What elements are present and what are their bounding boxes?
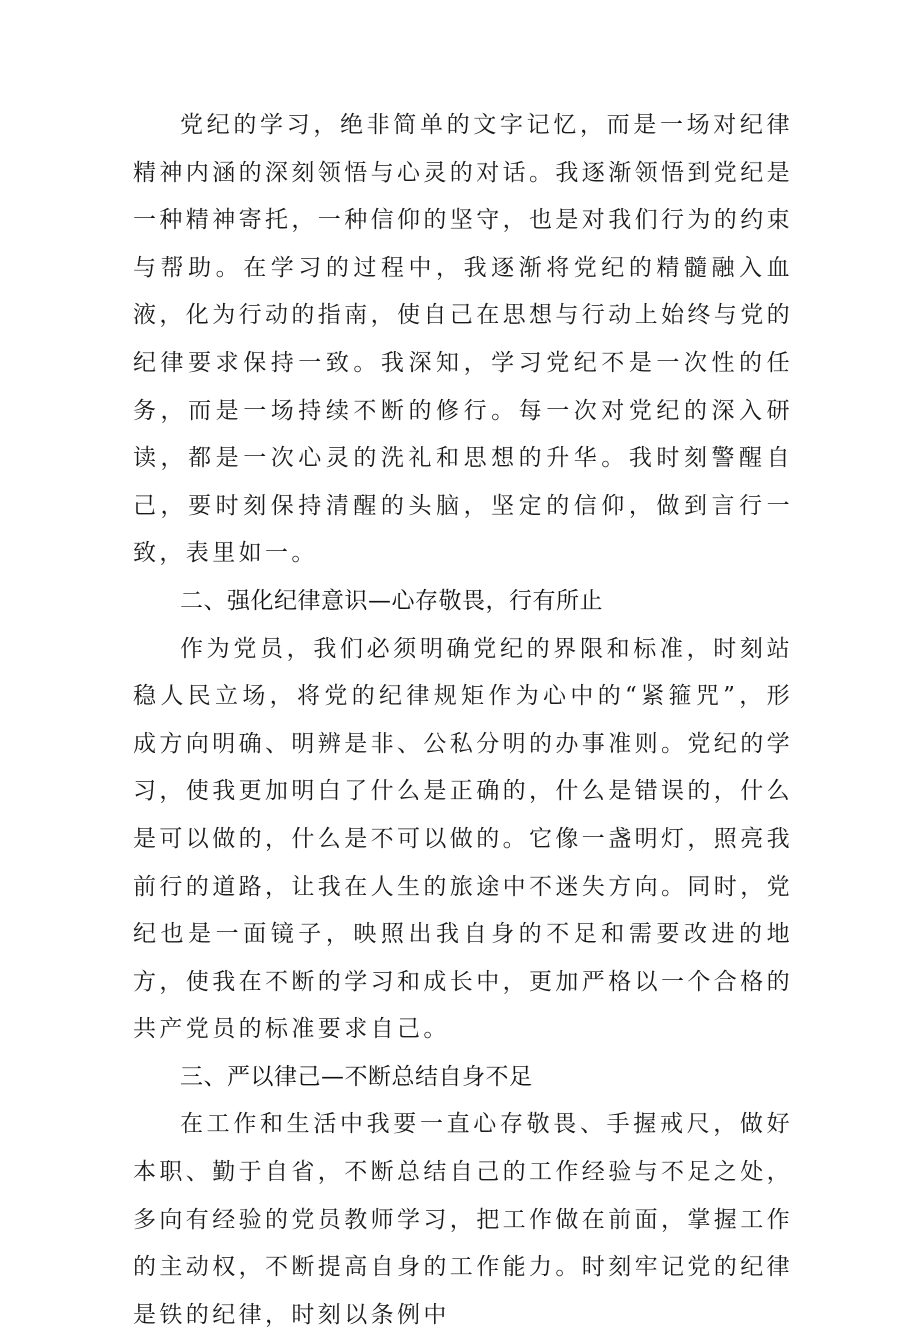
- document-body: [133, 102, 793, 1339]
- section-heading-self-discipline: 三、严以律己—不断总结自身不足: [180, 1063, 533, 1090]
- paragraph-party-member-standards: 作为党员，我们必须明确党纪的界限和标准，时刻站稳人民立场，将党的纪律规矩作为心中的“紧箍咒”，形成方向明确、明辨是非、公私分明的办事准则。党纪的学习，使我更加明白了什么是正确的，什么是错误的，什么是可以做的，什么是不可以做的。它像一盏明灯，照亮我前行的道路，让我在人生的旅途中不迷失方向。同时，党纪也是一面镜子，映照出我自身的不足和需要改进的地方，使我在不断的学习和成长中，更加严格以一个合格的共产党员的标准要求自己。: [133, 635, 793, 1043]
- section-heading-strengthen-discipline: 二、强化纪律意识—心存敬畏，行有所止: [180, 587, 603, 614]
- paragraph-work-and-life: 在工作和生活中我要一直心存敬畏、手握戒尺，做好本职、勤于自省，不断总结自己的工作经验与不足之处，多向有经验的党员教师学习，把工作做在前面，掌握工作的主动权，不断提高自身的工作能力。时刻牢记党的纪律是铁的纪律，时刻以条例中: [133, 1111, 793, 1328]
- paragraph-party-discipline-study: 党纪的学习，绝非简单的文字记忆，而是一场对纪律精神内涵的深刻领悟与心灵的对话。我逐渐领悟到党纪是一种精神寄托，一种信仰的坚守，也是对我们行为的约束与帮助。在学习的过程中，我逐渐将党纪的精髓融入血液，化为行动的指南，使自己在思想与行动上始终与党的纪律要求保持一致。我深知，学习党纪不是一次性的任务，而是一场持续不断的修行。每一次对党纪的深入研读，都是一次心灵的洗礼和思想的升华。我时刻警醒自己，要时刻保持清醒的头脑，坚定的信仰，做到言行一致，表里如一。: [133, 112, 793, 567]
